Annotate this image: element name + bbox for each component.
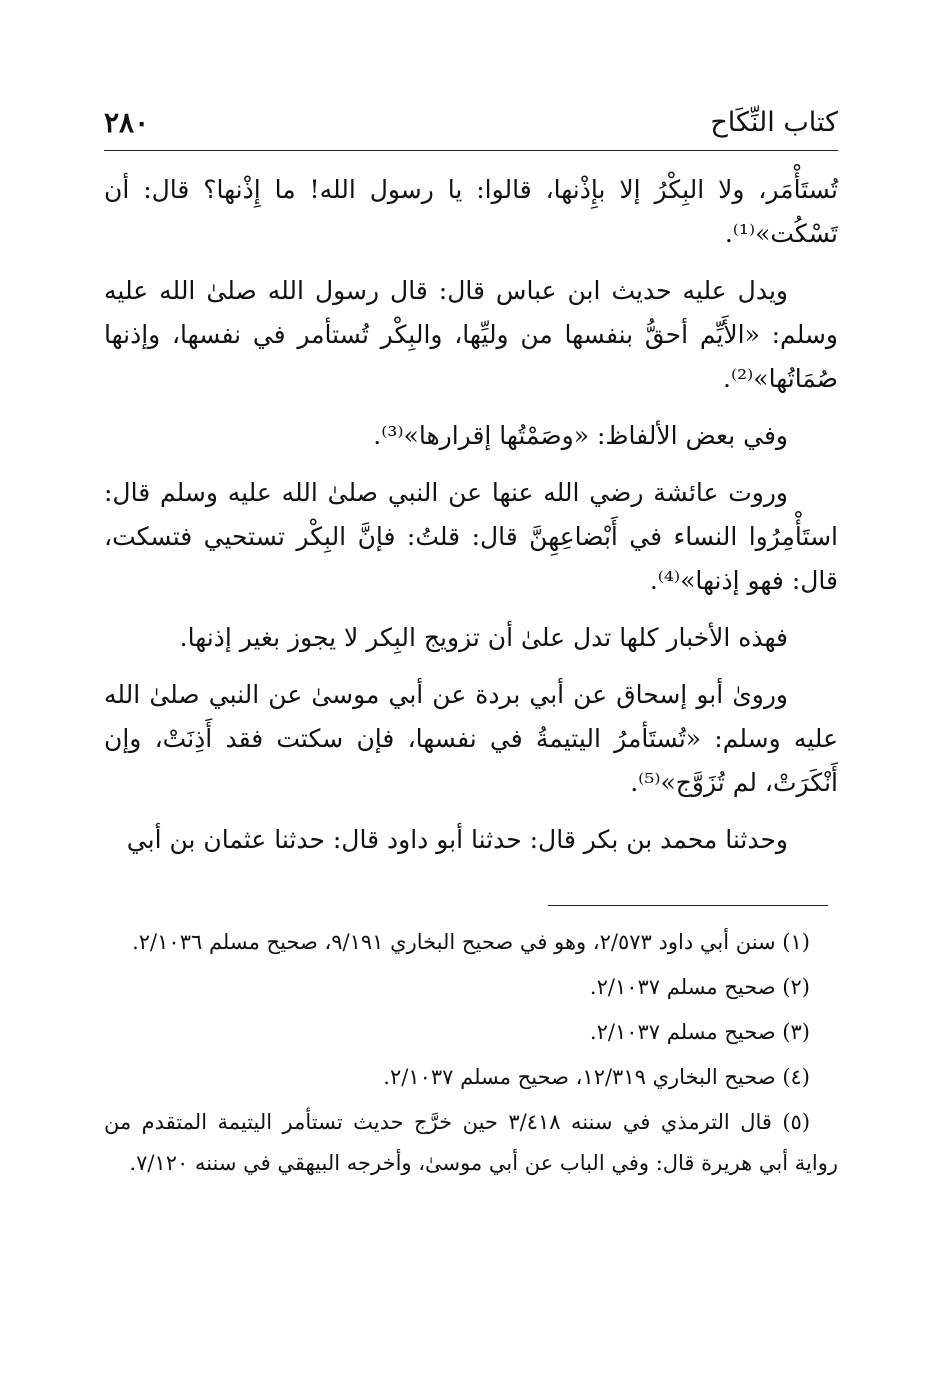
main-text [104,168,838,875]
page-number: ٢٨٠ [104,106,150,139]
footnotes [104,922,838,1188]
footnote: (٥) قال الترمذي في سننه ٣/٤١٨ حين خرَّج حديث تستأمر اليتيمة المتقدم من رواية أبي هريرة قال: وفي الباب عن أبي موسىٰ، وأخرجه البيهقي في سننه ٧/١٢٠. [104,1110,838,1175]
paragraph: تُستَأْمَر، ولا البِكْرُ إلا بإِذْنها، قالوا: يا رسول الله! ما إِذْنها؟ قال: أن تَسْكُت»⁽¹⁾. [104,175,838,248]
footnote: (٢) صحيح مسلم ٢/١٠٣٧. [589,975,810,999]
footnote: (١) سنن أبي داود ٢/٥٧٣، وهو في صحيح البخاري ٩/١٩١، صحيح مسلم ٢/١٠٣٦. [132,930,810,954]
paragraph: وفي بعض الألفاظ: «وصَمْتُها إقرارها»⁽³⁾. [373,421,788,450]
page-header [104,96,838,151]
footnote-divider [548,905,828,906]
running-title: كتاب النِّكَاح [710,107,838,138]
paragraph: ويدل عليه حديث ابن عباس قال: قال رسول الله صلىٰ الله عليه وسلم: «الأَيِّم أحقُّ بنفسها من وليِّها، والبِكْر تُستأمر في نفسها، وإذنها صُمَاتُها»⁽²⁾. [104,276,838,393]
footnote: (٣) صحيح مسلم ٢/١٠٣٧. [589,1020,810,1044]
footnote: (٤) صحيح البخاري ١٢/٣١٩، صحيح مسلم ٢/١٠٣٧. [383,1065,810,1089]
paragraph: ورویٰ أبو إسحاق عن أبي بردة عن أبي موسىٰ عن النبي صلىٰ الله عليه وسلم: «تُستَأمرُ اليتيمةُ في نفسها، فإن سكتت فقد أَذِنَتْ، وإن أَنْكَرَتْ، لم تُزَوَّج»⁽⁵⁾. [104,680,838,797]
paragraph: وحدثنا محمد بن بكر قال: حدثنا أبو داود قال: حدثنا عثمان بن أبي [126,825,788,854]
paragraph: وروت عائشة رضي الله عنها عن النبي صلىٰ الله عليه وسلم قال: استَأْمِرُوا النساء في أَبْضاعِهِنَّ قال: قلتُ: فإنَّ البِكْر تستحيي فتسكت، قال: فهو إذنها»⁽⁴⁾. [104,478,838,595]
paragraph: فهذه الأخبار كلها تدل علىٰ أن تزويج البِكر لا يجوز بغير إذنها. [179,623,788,652]
